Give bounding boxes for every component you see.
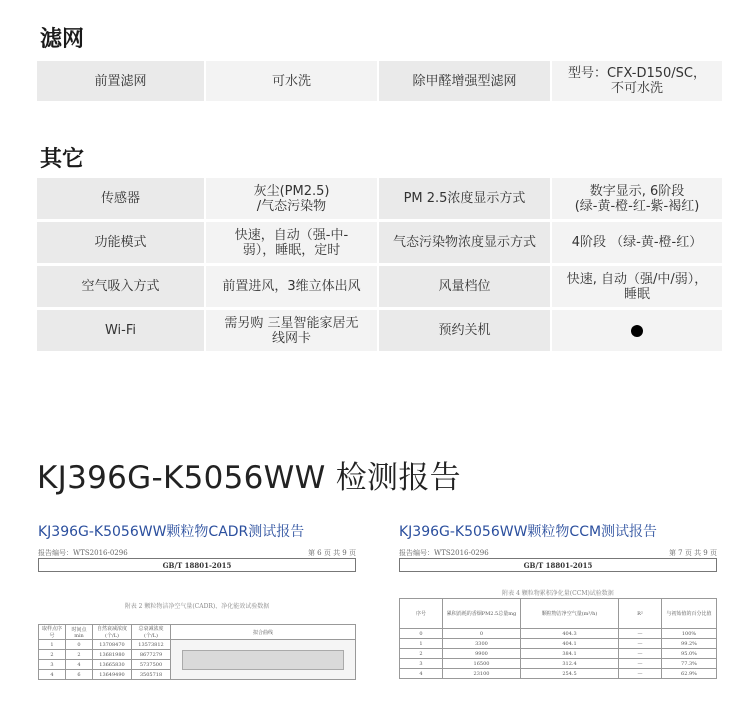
table-cell: 1 [39,640,66,650]
table-cell: 0 [443,629,521,639]
table-cell: 2 [400,649,443,659]
ccm-data-table [399,598,717,679]
table-caption: 附表 2 颗粒物洁净空气量(CADR)、净化能效试验数据 [124,603,270,610]
spec-cell: 型号：CFX-D150/SC， 不可水洗 [552,61,722,101]
table-row [400,669,717,679]
section-title-other: 其它 [40,147,85,172]
table-cell: 13665830 [93,660,132,670]
report-number: 报告编号：WTS2016-0296 [399,549,489,557]
ccm-report-subtitle[interactable]: KJ396G-K5056WW颗粒物CCM测试报告 [399,524,658,540]
table-cell: 13649490 [93,670,132,680]
table-cell: 2 [66,650,93,660]
ccm-report-image [399,544,717,704]
table-row [39,640,356,650]
spec-cell: 功能模式 [37,222,204,263]
table-row [400,639,717,649]
cadr-data-table [38,624,356,680]
spec-cell: Wi-Fi [37,310,204,351]
table-cell: — [619,629,662,639]
spec-cell: 传感器 [37,178,204,219]
cadr-report-subtitle[interactable]: KJ396G-K5056WW颗粒物CADR测试报告 [38,524,305,540]
table-header: 序号 [400,599,443,629]
table-cell: — [619,649,662,659]
spec-cell: 可水洗 [206,61,377,101]
table-cell: 2 [39,650,66,660]
table-cell: 312.4 [521,659,619,669]
table-cell: — [619,639,662,649]
table-cell: 1 [400,639,443,649]
table-cell: 16500 [443,659,521,669]
table-cell: 3 [400,659,443,669]
spec-cell: 除甲醛增强型滤网 [379,61,550,101]
table-cell: 13573812 [132,640,171,650]
table-cell: — [619,669,662,679]
table-row [400,659,717,669]
spec-cell: 数字显示, 6阶段 (绿-黄-橙-红-紫-褐红) [552,178,722,219]
table-header: 总衰减浓度(个/L) [132,625,171,640]
spec-cell: 预约关机 [379,310,550,351]
table-cell: 254.5 [521,669,619,679]
table-cell: 404.3 [521,629,619,639]
table-cell: 5737500 [132,660,171,670]
filter-spec-table [37,61,722,101]
table-cell: 9900 [443,649,521,659]
spec-cell: 气态污染物浓度显示方式 [379,222,550,263]
table-header: 时间点min [66,625,93,640]
table-header: 累积消耗的香烟PM2.5总量mg [443,599,521,629]
section-title-filter: 滤网 [40,27,85,52]
standard-label: GB/T 18801-2015 [38,558,356,572]
table-cell: 6 [66,670,93,680]
table-cell: 0 [400,629,443,639]
other-spec-table [37,178,722,351]
fit-curve-plot [182,650,344,670]
table-cell: 62.9% [662,669,717,679]
table-header: 取样点序号 [39,625,66,640]
spec-cell: PM 2.5浓度显示方式 [379,178,550,219]
filled-dot-icon [631,325,643,337]
standard-label: GB/T 18801-2015 [399,558,717,572]
table-row [400,649,717,659]
spec-cell: 快速, 自动（强/中/弱）， 睡眠 [552,266,722,307]
spec-cell: 4阶段 （绿-黄-橙-红） [552,222,722,263]
report-number: 报告编号：WTS2016-0296 [38,549,128,557]
table-cell: 95.0% [662,649,717,659]
table-cell: 3300 [443,639,521,649]
spec-cell-dot [552,310,722,351]
page-number: 第 6 页 共 9 页 [307,549,356,557]
spec-cell: 风量档位 [379,266,550,307]
spec-cell: 需另购 三星智能家居无 线网卡 [206,310,377,351]
table-cell: 3505718 [132,670,171,680]
table-cell: 23100 [443,669,521,679]
table-header: 拟合曲线 [171,625,356,640]
cadr-report-image [38,544,356,704]
table-cell: 100% [662,629,717,639]
page-number: 第 7 页 共 9 页 [668,549,717,557]
table-cell: 384.1 [521,649,619,659]
table-cell: 3 [39,660,66,670]
table-cell: 4 [400,669,443,679]
table-cell: 13708470 [93,640,132,650]
table-cell: 13681980 [93,650,132,660]
table-header: 自然衰减浓度(个/L) [93,625,132,640]
spec-cell: 前置滤网 [37,61,204,101]
spec-cell: 快速，自动（强-中- 弱），睡眠，定时 [206,222,377,263]
table-header: 颗粒物洁净空气量(m³/h) [521,599,619,629]
table-cell: 0 [66,640,93,650]
table-header: 与初始值的百分比值 [662,599,717,629]
table-cell: 4 [39,670,66,680]
table-cell: 8677279 [132,650,171,660]
table-row [400,629,717,639]
table-header: R² [619,599,662,629]
table-cell: 4 [66,660,93,670]
fit-curve-area [171,640,356,680]
spec-cell: 灰尘(PM2.5) /气态污染物 [206,178,377,219]
table-cell: — [619,659,662,669]
table-cell: 77.3% [662,659,717,669]
report-title: KJ396G-K5056WW 检测报告 [37,460,461,496]
table-cell: 404.1 [521,639,619,649]
table-cell: 99.2% [662,639,717,649]
spec-cell: 空气吸入方式 [37,266,204,307]
spec-cell: 前置进风，3维立体出风 [206,266,377,307]
table-caption: 附表 4 颗粒物累积净化量(CCM)试验数据 [502,590,614,597]
